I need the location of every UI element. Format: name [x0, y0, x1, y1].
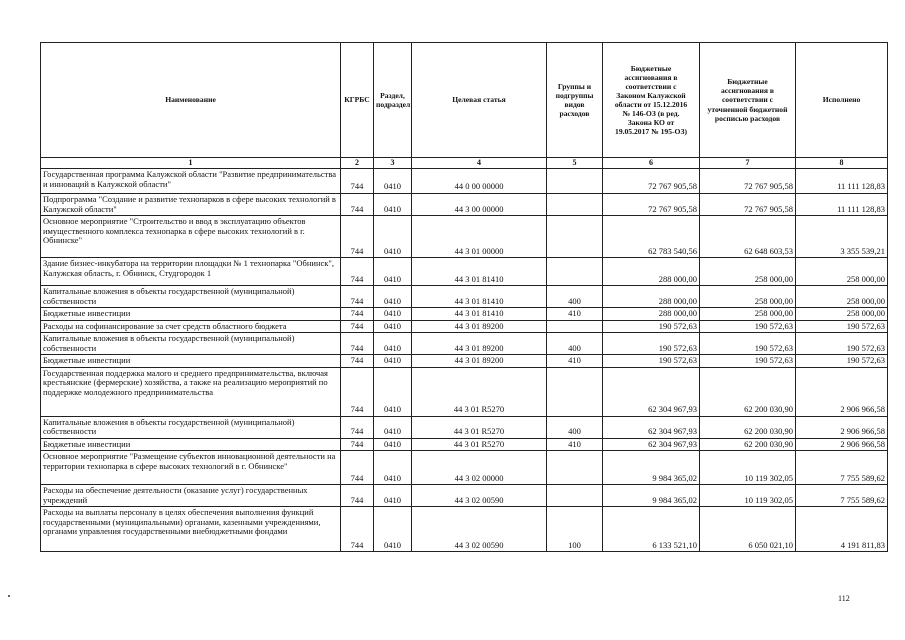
row-vid: 400 — [547, 333, 603, 355]
row-law-amount: 190 572,63 — [603, 320, 700, 333]
table-row — [41, 367, 888, 416]
row-razdel: 0410 — [374, 416, 412, 438]
row-target: 44 3 01 R5270 — [412, 367, 547, 416]
table-row — [41, 333, 888, 355]
row-kgrbs: 744 — [341, 216, 374, 258]
row-law-amount: 288 000,00 — [603, 286, 700, 308]
row-executed-amount: 2 906 966,58 — [796, 367, 888, 416]
row-kgrbs: 744 — [341, 485, 374, 507]
header-law: Бюджетные ассигнования в соответствии с Законом Калужской области от 15.12.2016 № 146-ОЗ (в ред. Закона КО от 19.05.2017 № 195-ОЗ) — [603, 43, 700, 158]
row-razdel: 0410 — [374, 507, 412, 552]
row-name: Бюджетные инвестиции — [41, 438, 341, 451]
row-executed-amount: 2 906 966,58 — [796, 416, 888, 438]
column-number: 1 — [41, 158, 341, 169]
row-name: Бюджетные инвестиции — [41, 308, 341, 321]
row-executed-amount: 7 755 589,62 — [796, 485, 888, 507]
row-refined-amount: 258 000,00 — [700, 308, 796, 321]
row-executed-amount: 190 572,63 — [796, 333, 888, 355]
row-name: Основное мероприятие "Строительство и ввод в эксплуатацию объектов имущественного комплекса технопарка в сфере высоких технологий в г. Обнинске" — [41, 216, 341, 258]
page-number: 112 — [838, 594, 850, 603]
row-vid: 400 — [547, 286, 603, 308]
row-name: Капитальные вложения в объекты государственной (муниципальной) собственности — [41, 286, 341, 308]
row-refined-amount: 72 767 905,58 — [700, 194, 796, 216]
row-target: 44 3 02 00000 — [412, 451, 547, 485]
row-vid — [547, 169, 603, 194]
row-law-amount: 62 304 967,93 — [603, 416, 700, 438]
row-kgrbs: 744 — [341, 194, 374, 216]
row-vid: 410 — [547, 438, 603, 451]
row-vid — [547, 320, 603, 333]
row-target: 44 3 01 R5270 — [412, 438, 547, 451]
column-number: 5 — [547, 158, 603, 169]
column-number-row — [41, 158, 888, 169]
row-law-amount: 72 767 905,58 — [603, 169, 700, 194]
row-law-amount: 288 000,00 — [603, 258, 700, 286]
table-row — [41, 355, 888, 368]
row-name: Государственная поддержка малого и среднего предпринимательства, включая крестьянские (фермерские) хозяйства, а также на реализацию мероприятий по поддержке молодежного предпринимательства — [41, 367, 341, 416]
row-kgrbs: 744 — [341, 258, 374, 286]
row-razdel: 0410 — [374, 355, 412, 368]
row-razdel: 0410 — [374, 258, 412, 286]
table-row — [41, 507, 888, 552]
row-razdel: 0410 — [374, 194, 412, 216]
header-kgrbs: КГРБС — [341, 43, 374, 158]
row-vid — [547, 485, 603, 507]
row-name: Основное мероприятие "Размещение субъектов инновационной деятельности на территории технопарка в сфере высоких технологий в г. Обнинске" — [41, 451, 341, 485]
table-row — [41, 320, 888, 333]
row-kgrbs: 744 — [341, 355, 374, 368]
row-refined-amount: 258 000,00 — [700, 286, 796, 308]
row-law-amount: 190 572,63 — [603, 355, 700, 368]
row-vid — [547, 194, 603, 216]
row-razdel: 0410 — [374, 367, 412, 416]
row-refined-amount: 190 572,63 — [700, 320, 796, 333]
header-groups: Группы и подгруппы видов расходов — [547, 43, 603, 158]
header-target: Целевая статья — [412, 43, 547, 158]
table-row — [41, 169, 888, 194]
row-law-amount: 62 304 967,93 — [603, 438, 700, 451]
row-kgrbs: 744 — [341, 308, 374, 321]
row-executed-amount: 190 572,63 — [796, 320, 888, 333]
row-kgrbs: 744 — [341, 367, 374, 416]
row-law-amount: 72 767 905,58 — [603, 194, 700, 216]
row-refined-amount: 62 200 030,90 — [700, 416, 796, 438]
row-executed-amount: 258 000,00 — [796, 258, 888, 286]
row-vid — [547, 367, 603, 416]
column-number: 7 — [700, 158, 796, 169]
row-vid: 410 — [547, 308, 603, 321]
row-refined-amount: 10 119 302,05 — [700, 451, 796, 485]
column-number: 4 — [412, 158, 547, 169]
row-razdel: 0410 — [374, 216, 412, 258]
column-number: 6 — [603, 158, 700, 169]
row-name: Расходы на обеспечение деятельности (оказание услуг) государственных учреждений — [41, 485, 341, 507]
row-refined-amount: 6 050 021,10 — [700, 507, 796, 552]
row-target: 44 3 01 R5270 — [412, 416, 547, 438]
row-vid — [547, 216, 603, 258]
row-name: Расходы на софинансирование за счет средств областного бюджета — [41, 320, 341, 333]
row-target: 44 3 01 81410 — [412, 258, 547, 286]
row-name: Здание бизнес-инкубатора на территории площадки № 1 технопарка "Обнинск", Калужская область, г. Обнинск, Студгородок 1 — [41, 258, 341, 286]
row-name: Расходы на выплаты персоналу в целях обеспечения выполнения функций государственными (муниципальными) органами, казенными учреждениями, органами управления государственными внебюджетными фондами — [41, 507, 341, 552]
row-vid — [547, 451, 603, 485]
row-kgrbs: 744 — [341, 507, 374, 552]
row-kgrbs: 744 — [341, 416, 374, 438]
row-name: Бюджетные инвестиции — [41, 355, 341, 368]
row-kgrbs: 744 — [341, 286, 374, 308]
table-row — [41, 485, 888, 507]
row-law-amount: 9 984 365,02 — [603, 451, 700, 485]
row-name: Подпрограмма "Создание и развитие технопарков в сфере высоких технологий в Калужской области" — [41, 194, 341, 216]
row-executed-amount: 4 191 811,83 — [796, 507, 888, 552]
row-target: 44 3 02 00590 — [412, 485, 547, 507]
row-refined-amount: 62 200 030,90 — [700, 438, 796, 451]
row-razdel: 0410 — [374, 485, 412, 507]
row-refined-amount: 258 000,00 — [700, 258, 796, 286]
row-razdel: 0410 — [374, 169, 412, 194]
row-target: 44 3 01 81410 — [412, 308, 547, 321]
table-row — [41, 438, 888, 451]
row-refined-amount: 62 200 030,90 — [700, 367, 796, 416]
row-refined-amount: 62 648 603,53 — [700, 216, 796, 258]
table-row — [41, 258, 888, 286]
row-kgrbs: 744 — [341, 320, 374, 333]
row-executed-amount: 258 000,00 — [796, 308, 888, 321]
row-razdel: 0410 — [374, 333, 412, 355]
table-row — [41, 451, 888, 485]
row-vid: 410 — [547, 355, 603, 368]
row-executed-amount: 3 355 539,21 — [796, 216, 888, 258]
row-name: Капитальные вложения в объекты государственной (муниципальной) собственности — [41, 333, 341, 355]
row-executed-amount: 7 755 589,62 — [796, 451, 888, 485]
row-executed-amount: 2 906 966,58 — [796, 438, 888, 451]
row-razdel: 0410 — [374, 451, 412, 485]
table-row — [41, 308, 888, 321]
row-refined-amount: 190 572,63 — [700, 355, 796, 368]
header-row — [41, 43, 888, 158]
header-razdel: Раздел, подраздел — [374, 43, 412, 158]
row-vid — [547, 258, 603, 286]
row-name: Капитальные вложения в объекты государственной (муниципальной) собственности — [41, 416, 341, 438]
column-number: 2 — [341, 158, 374, 169]
row-refined-amount: 190 572,63 — [700, 333, 796, 355]
row-law-amount: 6 133 521,10 — [603, 507, 700, 552]
row-executed-amount: 11 111 128,83 — [796, 169, 888, 194]
scan-dot — [8, 595, 10, 597]
row-target: 44 3 00 00000 — [412, 194, 547, 216]
row-law-amount: 62 783 540,56 — [603, 216, 700, 258]
table-body — [41, 158, 888, 552]
table-row — [41, 286, 888, 308]
row-target: 44 3 01 81410 — [412, 286, 547, 308]
row-law-amount: 9 984 365,02 — [603, 485, 700, 507]
row-vid: 100 — [547, 507, 603, 552]
row-refined-amount: 72 767 905,58 — [700, 169, 796, 194]
row-target: 44 3 01 89200 — [412, 320, 547, 333]
row-razdel: 0410 — [374, 286, 412, 308]
header-refined: Бюджетные ассигнования в соответствии с уточненной бюджетной росписью расходов — [700, 43, 796, 158]
row-kgrbs: 744 — [341, 169, 374, 194]
header-name: Наименование — [41, 43, 341, 158]
table-row — [41, 416, 888, 438]
row-target: 44 3 01 89200 — [412, 333, 547, 355]
row-kgrbs: 744 — [341, 438, 374, 451]
row-target: 44 0 00 00000 — [412, 169, 547, 194]
table-row — [41, 194, 888, 216]
column-number: 3 — [374, 158, 412, 169]
row-target: 44 3 01 00000 — [412, 216, 547, 258]
row-refined-amount: 10 119 302,05 — [700, 485, 796, 507]
row-name: Государственная программа Калужской области "Развитие предпринимательства и инноваций в Калужской области" — [41, 169, 341, 194]
row-executed-amount: 11 111 128,83 — [796, 194, 888, 216]
row-executed-amount: 190 572,63 — [796, 355, 888, 368]
row-law-amount: 62 304 967,93 — [603, 367, 700, 416]
row-kgrbs: 744 — [341, 451, 374, 485]
budget-table — [40, 42, 888, 552]
row-kgrbs: 744 — [341, 333, 374, 355]
column-number: 8 — [796, 158, 888, 169]
row-razdel: 0410 — [374, 438, 412, 451]
row-law-amount: 288 000,00 — [603, 308, 700, 321]
row-razdel: 0410 — [374, 320, 412, 333]
row-razdel: 0410 — [374, 308, 412, 321]
row-target: 44 3 02 00590 — [412, 507, 547, 552]
row-law-amount: 190 572,63 — [603, 333, 700, 355]
row-vid: 400 — [547, 416, 603, 438]
row-target: 44 3 01 89200 — [412, 355, 547, 368]
row-executed-amount: 258 000,00 — [796, 286, 888, 308]
header-executed: Исполнено — [796, 43, 888, 158]
table-row — [41, 216, 888, 258]
